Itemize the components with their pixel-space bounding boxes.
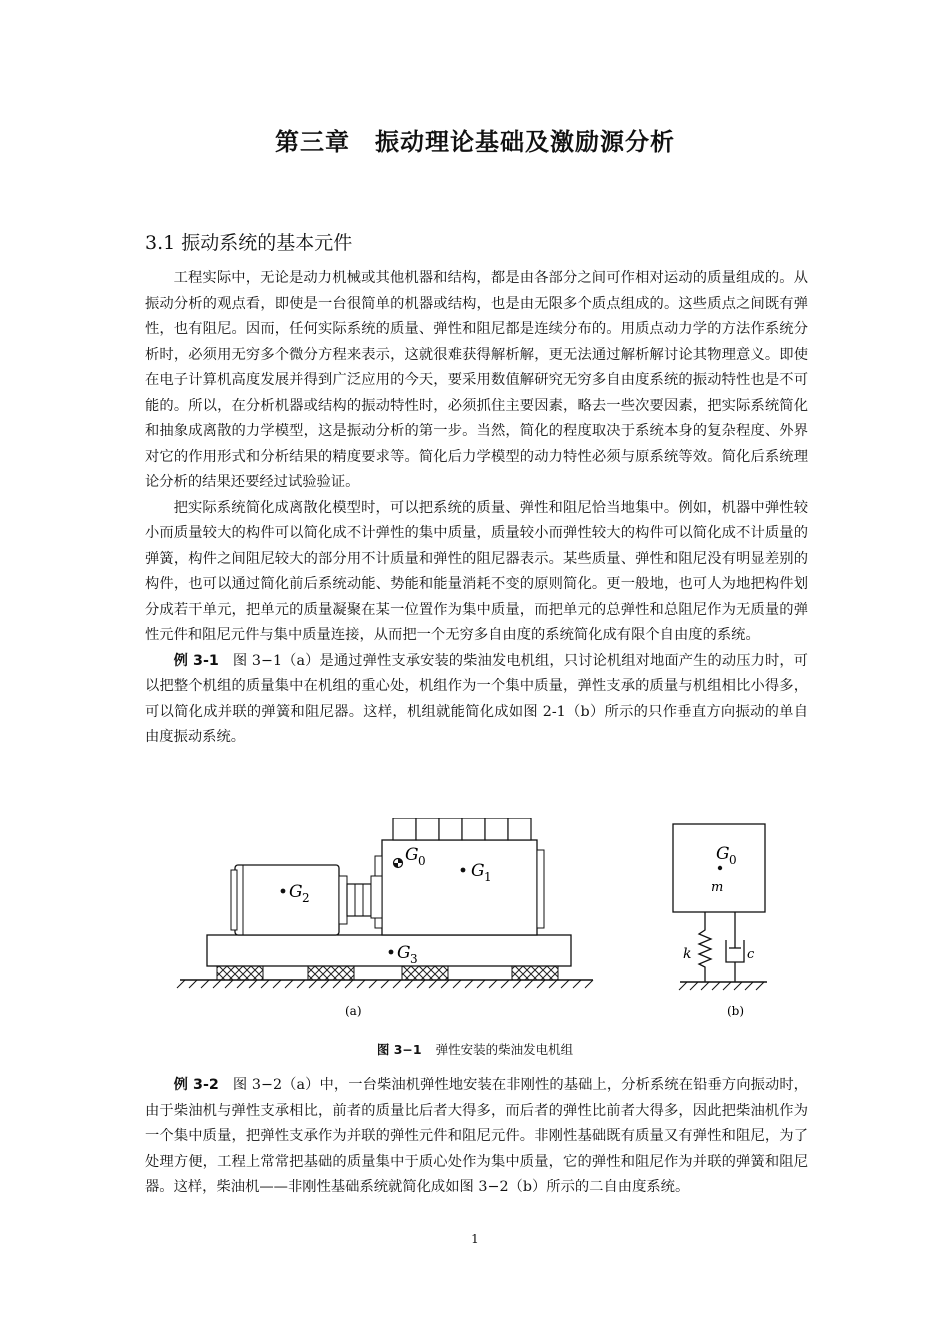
figure-3-1	[175, 818, 775, 1033]
panel-label-b: (b)	[727, 1004, 745, 1018]
panel-label-a: (a)	[345, 1004, 362, 1018]
figure-caption-label: 图 3−1	[376, 1042, 422, 1057]
example-3-2-label: 例 3-2	[173, 1077, 219, 1093]
chapter-title: 第三章 振动理论基础及激励源分析	[275, 128, 675, 156]
label-a-g1-sub: 1	[484, 870, 492, 884]
isolator-1	[217, 966, 263, 980]
body-text-block-2	[145, 1073, 808, 1201]
label-a-g1: G	[471, 861, 485, 881]
example-3-2-text: 图 3−2（a）中，一台柴油机弹性地安装在非刚性的基础上，分析系统在铅垂方向振动时，由于柴油机与弹性支承相比，前者的质量比后者大得多，而后者的弹性比前者大得多，因此把柴油机作为一个集中质量，把弹性支承作为并联的弹性元件和阻尼元件。非刚性基础既有质量又有弹性和阻尼，为了处理方便，工程上常常把基础的质量集中于质心处作为集中质量，它的弹性和阻尼作为并联的弹簧和阻尼器。这样，柴油机——非刚性基础系统就简化成如图 3−2（b）所示的二自由度系统。	[145, 1077, 808, 1195]
isolator-2	[308, 966, 354, 980]
paragraph-2: 把实际系统简化成离散化模型时，可以把系统的质量、弹性和阻尼恰当地集中。例如，机器中弹性较小而质量较大的构件可以简化成不计弹性的集中质量，质量较小而弹性较大的构件可以简化成不计质量的弹簧，构件之间阻尼较大的部分用不计质量和弹性的阻尼器表示。某些质量、弹性和阻尼没有明显差别的构件，也可以通过简化前后系统动能、势能和能量消耗不变的原则简化。更一般地，也可人为地把构件划分成若干单元，把单元的质量凝聚在某一位置作为集中质量，而把单元的总弹性和总阻尼作为无质量的弹性元件和阻尼元件与集中质量连接，从而把一个无穷多自由度的系统简化成有限个自由度的系统。	[145, 499, 808, 643]
example-3-1-label: 例 3-1	[173, 652, 219, 669]
label-b-c: c	[747, 947, 755, 962]
section-title: 3.1 振动系统的基本元件	[145, 232, 353, 254]
label-a-g0: G	[405, 845, 419, 865]
damper	[726, 912, 744, 982]
generator-body	[235, 865, 339, 935]
page-number: 1	[471, 1232, 479, 1246]
label-a-g3: G	[397, 943, 411, 963]
spring	[699, 912, 711, 982]
example-3-2-paragraph	[145, 1073, 808, 1201]
label-a-g3-sub: 3	[410, 952, 418, 966]
coupling	[347, 884, 371, 916]
label-a-g2-sub: 2	[302, 891, 310, 905]
label-a-g0-sub: 0	[418, 854, 426, 868]
isolator-3	[402, 966, 448, 980]
base-frame	[207, 935, 571, 966]
label-b-g0: G	[716, 844, 730, 864]
cylinder-heads	[393, 818, 531, 840]
figure-panel-b	[673, 824, 767, 1018]
body-text-block-1	[145, 266, 808, 751]
figure-caption	[0, 1040, 950, 1058]
example-3-1-paragraph	[145, 649, 808, 751]
figure-panel-a	[177, 818, 593, 1018]
label-b-k: k	[683, 946, 692, 962]
example-3-1-text: 图 3−1（a）是通过弹性支承安装的柴油发电机组，只讨论机组对地面产生的动压力时，可以把整个机组的质量集中在机组的重心处，机组作为一个集中质量，弹性支承的质量与机组相比小得多，可以简化成并联的弹簧和阻尼器。这样，机组就能简化成如图 2-1（b）所示的只作垂直方向振动的单自由度振动系统。	[145, 652, 808, 745]
isolator-4	[512, 966, 558, 980]
paragraph-1: 工程实际中，无论是动力机械或其他机器和结构，都是由各部分之间可作相对运动的质量组成的。从振动分析的观点看，即使是一台很简单的机器或结构，也是由无限多个质点组成的。这些质点之间既有弹性，也有阻尼。因而，任何实际系统的质量、弹性和阻尼都是连续分布的。用质点动力学的方法作系统分析时，必须用无穷多个微分方程来表示，这就很难获得解析解，更无法通过解析解讨论其物理意义。即使在电子计算机高度发展并得到广泛应用的今天，要采用数值解研究无穷多自由度系统的振动特性也是不可能的。所以，在分析机器或结构的振动特性时，必须抓住主要因素，略去一些次要因素，把实际系统简化和抽象成离散的力学模型，这是振动分析的第一步。当然，简化的程度取决于系统本身的复杂程度、外界对它的作用形式和分析结果的精度要求等。简化后力学模型的动力特性必须与原系统等效。简化后系统理论分析的结果还要经过试验验证。	[145, 270, 808, 490]
label-b-g0-sub: 0	[729, 853, 737, 867]
label-a-g2: G	[289, 882, 303, 902]
label-b-m: m	[711, 880, 724, 895]
figure-caption-text: 弹性安装的柴油发电机组	[435, 1042, 574, 1057]
